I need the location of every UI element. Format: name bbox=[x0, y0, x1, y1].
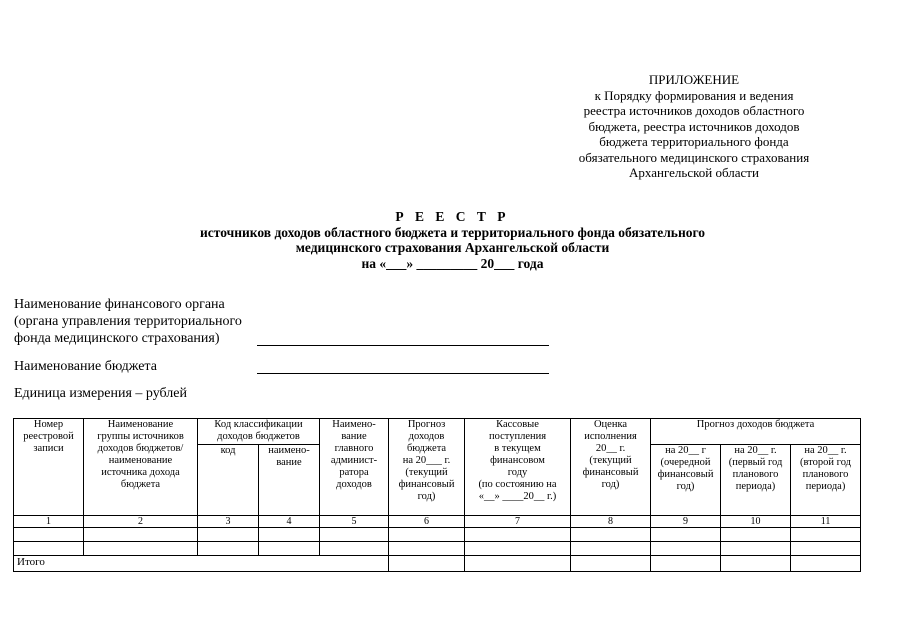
budget-name-fill-line[interactable] bbox=[257, 373, 549, 374]
column-number: 9 bbox=[651, 516, 721, 528]
header-code-name: наимено- вание bbox=[259, 445, 320, 516]
column-number: 7 bbox=[465, 516, 571, 528]
title-line: медицинского страхования Архангельской области bbox=[295, 240, 610, 255]
budget-name-label: Наименование бюджета bbox=[14, 359, 157, 374]
table-cell[interactable] bbox=[791, 528, 861, 542]
table-cell[interactable] bbox=[389, 542, 465, 556]
title-date-line: на «___» _________ 20___ года bbox=[361, 255, 544, 271]
table-cell[interactable] bbox=[259, 528, 320, 542]
appendix-line: Архангельской области bbox=[629, 165, 759, 180]
table-cell[interactable] bbox=[571, 542, 651, 556]
header-row bbox=[14, 419, 861, 445]
header-execution-estimate: Оценка исполнения 20__ г. (текущий финансовый год) bbox=[571, 419, 651, 516]
title-line: источников доходов областного бюджета и территориального фонда обязательного bbox=[199, 224, 706, 240]
table-row bbox=[14, 528, 861, 542]
header-second-plan-year: на 20__ г. (второй год планового периода) bbox=[791, 445, 861, 516]
appendix-line: к Порядку формирования и ведения bbox=[594, 87, 794, 103]
column-number: 3 bbox=[198, 516, 259, 528]
header-chief-administrator: Наимено- вание главного админист- ратора доходов bbox=[320, 419, 389, 516]
title-heading: Р Е Е С Т Р bbox=[395, 209, 510, 224]
column-number-row bbox=[14, 516, 861, 528]
table-cell[interactable] bbox=[651, 528, 721, 542]
table-cell[interactable] bbox=[721, 528, 791, 542]
header-code: код bbox=[198, 445, 259, 516]
column-number: 8 bbox=[571, 516, 651, 528]
table-cell[interactable] bbox=[320, 528, 389, 542]
appendix-block bbox=[548, 72, 840, 181]
total-cell[interactable] bbox=[791, 556, 861, 572]
appendix-line: ПРИЛОЖЕНИЕ bbox=[648, 72, 740, 87]
table-row bbox=[14, 542, 861, 556]
column-number: 5 bbox=[320, 516, 389, 528]
table-cell[interactable] bbox=[320, 542, 389, 556]
total-cell[interactable] bbox=[389, 556, 465, 572]
total-cell[interactable] bbox=[721, 556, 791, 572]
total-cell[interactable] bbox=[571, 556, 651, 572]
column-number: 1 bbox=[14, 516, 84, 528]
table-cell[interactable] bbox=[259, 542, 320, 556]
table-cell[interactable] bbox=[84, 542, 198, 556]
table-cell[interactable] bbox=[465, 542, 571, 556]
registry-table bbox=[13, 418, 861, 572]
table-cell[interactable] bbox=[389, 528, 465, 542]
table-cell[interactable] bbox=[84, 528, 198, 542]
appendix-line: бюджета территориального фонда bbox=[599, 134, 789, 149]
table-cell[interactable] bbox=[791, 542, 861, 556]
header-classification-code: Код классификации доходов бюджетов bbox=[198, 419, 320, 445]
table-cell[interactable] bbox=[14, 542, 84, 556]
appendix-line: бюджета, реестра источников доходов bbox=[588, 118, 800, 134]
column-number: 10 bbox=[721, 516, 791, 528]
table-cell[interactable] bbox=[651, 542, 721, 556]
table-cell[interactable] bbox=[198, 528, 259, 542]
table-cell[interactable] bbox=[571, 528, 651, 542]
table-cell[interactable] bbox=[721, 542, 791, 556]
column-number: 4 bbox=[259, 516, 320, 528]
column-number: 6 bbox=[389, 516, 465, 528]
header-forecast-current: Прогноз доходов бюджета на 20___ г. (текущий финансовый год) bbox=[389, 419, 465, 516]
total-label: Итого bbox=[14, 556, 389, 572]
table-cell[interactable] bbox=[198, 542, 259, 556]
table-cell[interactable] bbox=[465, 528, 571, 542]
column-number: 2 bbox=[84, 516, 198, 528]
table-cell[interactable] bbox=[14, 528, 84, 542]
total-cell[interactable] bbox=[651, 556, 721, 572]
appendix-line: обязательного медицинского страхования bbox=[578, 149, 810, 165]
header-source-name: Наименование группы источников доходов бюджетов/ наименование источника дохода бюджета bbox=[84, 419, 198, 516]
header-cash-receipts: Кассовые поступления в текущем финансовом году (по состоянию на «__» ____20__ г.) bbox=[465, 419, 571, 516]
header-registry-number: Номер реестровой записи bbox=[14, 419, 84, 516]
financial-body-label bbox=[14, 296, 242, 347]
unit-label: Единица измерения – рублей bbox=[14, 386, 187, 401]
header-first-plan-year: на 20__ г. (первый год планового периода) bbox=[721, 445, 791, 516]
header-next-year: на 20__ г (очередной финансовый год) bbox=[651, 445, 721, 516]
document-title bbox=[120, 209, 785, 271]
column-number: 11 bbox=[791, 516, 861, 528]
header-budget-forecast: Прогноз доходов бюджета bbox=[651, 419, 861, 445]
financial-body-label-line: Наименование финансового органа bbox=[14, 297, 225, 312]
total-cell[interactable] bbox=[465, 556, 571, 572]
appendix-line: реестра источников доходов областного bbox=[583, 103, 805, 118]
financial-body-label-line: (органа управления территориального bbox=[14, 314, 242, 329]
financial-body-label-line: фонда медицинского страхования) bbox=[14, 331, 220, 346]
financial-body-fill-line[interactable] bbox=[257, 345, 549, 346]
total-row bbox=[14, 556, 861, 572]
